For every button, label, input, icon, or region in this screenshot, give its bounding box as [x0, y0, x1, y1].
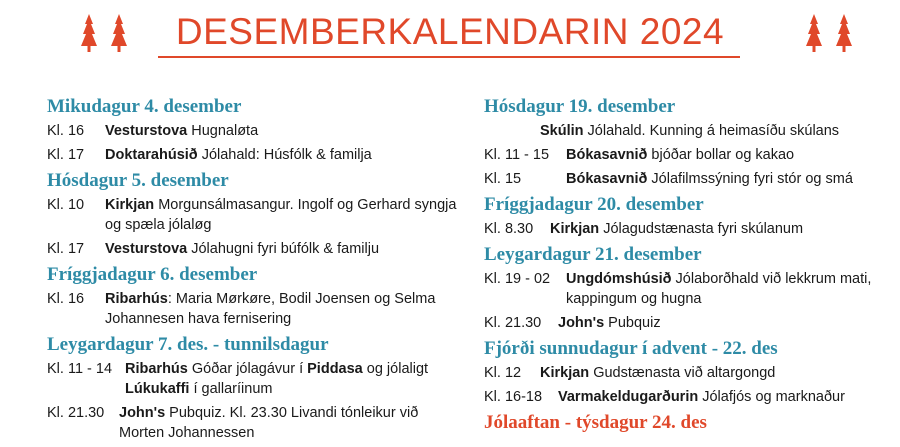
event-place: Vesturstova: [105, 241, 188, 257]
event-item: [47, 239, 457, 259]
event-place: John's: [119, 405, 166, 421]
event-text: Jólafjós og marknaður: [698, 389, 845, 405]
event-place: Kirkjan: [550, 221, 600, 237]
christmas-tree-icon: [804, 12, 824, 56]
event-text: Jólahald. Kunning á heimasíðu skúlans: [583, 123, 840, 139]
event-text: bjóðar bollar og kakao: [647, 147, 795, 163]
event-item: [47, 359, 457, 399]
event-text: Góðar jólagávur í: [187, 361, 308, 377]
day-heading: Fríggjadagur 6. desember: [47, 264, 258, 285]
event-text: Jólahald: Húsfólk & familja: [197, 147, 372, 163]
event-time: Kl. 15: [484, 171, 522, 187]
event-item: [484, 363, 894, 383]
event-place: Kirkjan: [540, 365, 590, 381]
page-title: DESEMBERKALENDARIN 2024: [175, 11, 725, 52]
header: [0, 0, 900, 60]
day-heading: Leygardagur 21. desember: [484, 244, 702, 265]
christmas-tree-icon: [834, 12, 854, 56]
day-heading: Hósdagur 19. desember: [484, 96, 676, 117]
event-place: Doktarahúsið: [105, 147, 198, 163]
event-item: [47, 121, 457, 141]
event-text: Hugnaløta: [187, 123, 259, 139]
left-column: [47, 95, 457, 447]
event-item: [47, 289, 457, 329]
event-item: [484, 121, 894, 141]
event-place: Piddasa: [307, 361, 363, 377]
event-place: Ungdómshúsið: [566, 271, 672, 287]
event-time: Kl. 16: [47, 123, 85, 139]
event-time: Kl. 10: [47, 197, 85, 213]
title-underline: [158, 56, 740, 58]
event-item: [484, 269, 894, 309]
event-text: Jólahugni fyri búfólk & familju: [187, 241, 380, 257]
event-place: Bókasavnið: [566, 171, 648, 187]
event-text: í gallaríinum: [189, 381, 273, 397]
event-text: Jólagudstænasta fyri skúlanum: [599, 221, 804, 237]
event-text: og jólaligt: [362, 361, 429, 377]
event-item: [484, 145, 894, 165]
event-item: [484, 169, 894, 189]
day-heading: Hósdagur 5. desember: [47, 170, 229, 191]
event-place: Bókasavnið: [566, 147, 648, 163]
event-text: Jólaborðhald við lekkrum mati, kappingum og hugna: [566, 271, 872, 307]
day-heading: Fjórði sunnudagur í advent - 22. des: [484, 338, 778, 359]
event-time: Kl. 17: [47, 241, 85, 257]
event-item: [47, 195, 457, 235]
event-time: Kl. 11 - 14: [47, 361, 113, 377]
day-heading: Fríggjadagur 20. desember: [484, 194, 704, 215]
event-text: Jólafilmssýning fyri stór og smá: [647, 171, 853, 187]
right-column: [484, 95, 894, 434]
event-time: Kl. 21.30: [47, 405, 105, 421]
event-time: Kl. 19 - 02: [484, 271, 551, 287]
event-text: : Maria Mørkøre, Bodil Joensen og Selma Johannesen hava fernisering: [105, 291, 436, 327]
event-place: Vesturstova: [105, 123, 188, 139]
event-text: Morgunsálmasangur. Ingolf og Gerhard syngja og spæla jólaløg: [105, 197, 457, 233]
event-time: Kl. 21.30: [484, 315, 542, 331]
event-place: Ribarhús: [125, 361, 188, 377]
day-heading: Jólaaftan - týsdagur 24. des: [484, 412, 707, 433]
event-item: [47, 145, 457, 165]
event-time: Kl. 8.30: [484, 221, 534, 237]
day-heading: Leygardagur 7. des. - tunnilsdagur: [47, 334, 329, 355]
event-item: [47, 403, 457, 443]
event-time: Kl. 12: [484, 365, 522, 381]
event-text: Pubquiz. Kl. 23.30 Livandi tónleikur við Morten Johannessen: [119, 405, 419, 441]
event-item: [484, 219, 894, 239]
event-item: [484, 387, 894, 407]
event-place: John's: [558, 315, 605, 331]
event-place: Kirkjan: [105, 197, 155, 213]
event-time: Kl. 16-18: [484, 389, 543, 405]
event-text: Pubquiz: [604, 315, 661, 331]
day-heading: Mikudagur 4. desember: [47, 96, 242, 117]
event-place: Varmakeldugarðurin: [558, 389, 699, 405]
event-item: [484, 313, 894, 333]
event-text: Gudstænasta við altargongd: [589, 365, 776, 381]
event-place: Skúlin: [540, 123, 584, 139]
event-place: Ribarhús: [105, 291, 168, 307]
event-place: Lúkukaffi: [125, 381, 190, 397]
event-time: Kl. 16: [47, 291, 85, 307]
event-time: Kl. 11 - 15: [484, 147, 550, 163]
event-time: Kl. 17: [47, 147, 85, 163]
